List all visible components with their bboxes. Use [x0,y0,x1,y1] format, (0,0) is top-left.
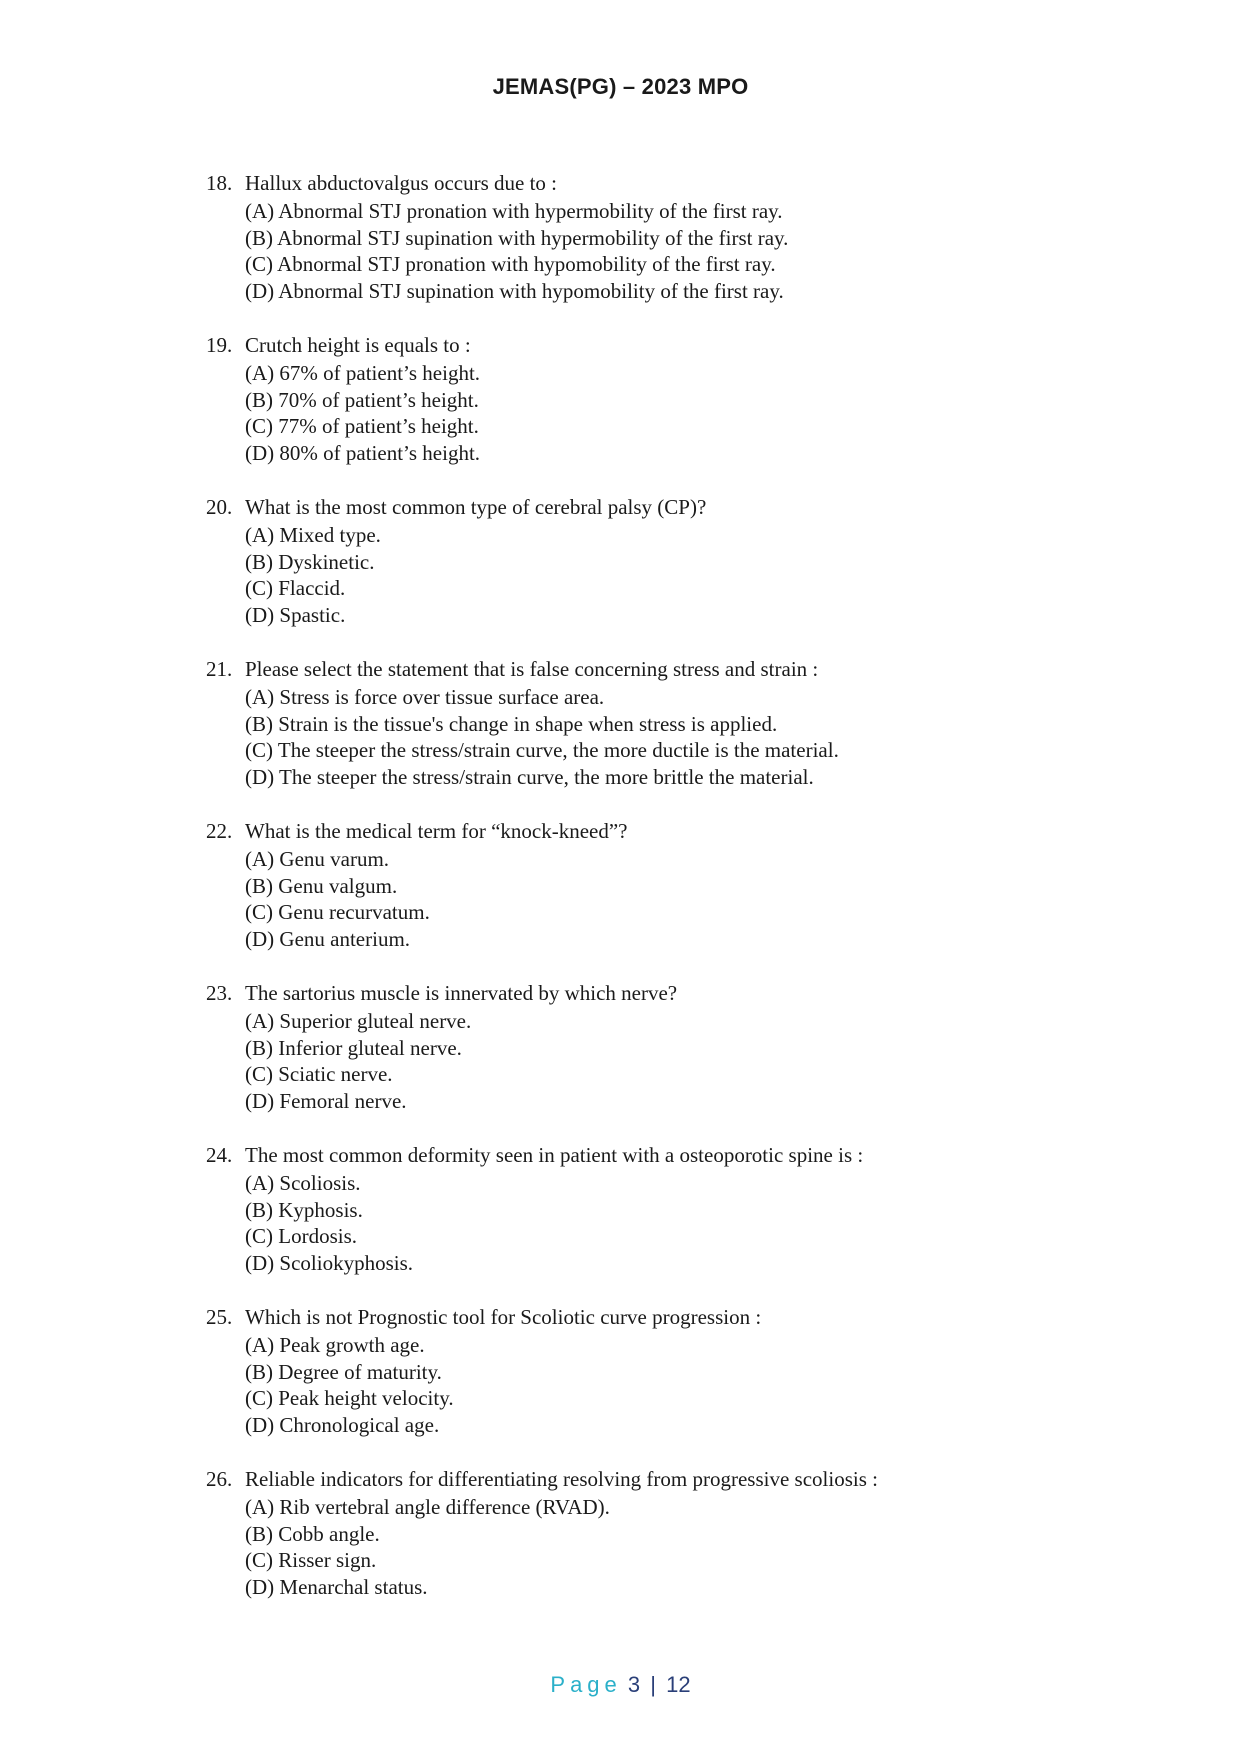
question-text: Crutch height is equals to : [245,333,471,357]
option-d: (D) Femoral nerve. [245,1088,407,1113]
option-b: (B) Dyskinetic. [245,549,375,574]
question-text: The most common deformity seen in patient with a osteoporotic spine is : [245,1143,864,1167]
option-list [206,684,1106,790]
question-18 [206,168,1106,304]
question-19 [206,330,1106,466]
question-22 [206,816,1106,952]
option-list [206,198,1106,304]
question-24 [206,1140,1106,1276]
option-list [206,1170,1106,1276]
option-c: (C) Abnormal STJ pronation with hypomobility of the first ray. [245,252,776,276]
question-text: Hallux abductovalgus occurs due to : [245,171,558,195]
question-text: What is the medical term for “knock-kneed”? [245,819,628,843]
option-c: (C) Peak height velocity. [245,1386,454,1410]
current-page-number: 3 [627,1672,641,1697]
option-b: (B) Genu valgum. [245,873,398,898]
question-text: Please select the statement that is false concerning stress and strain : [245,657,819,681]
option-c: (C) Lordosis. [245,1224,357,1248]
page-header [0,74,1241,100]
question-number: 21. [206,657,233,681]
page-separator: | [650,1672,656,1697]
option-c: (C) Sciatic nerve. [245,1062,393,1086]
option-b: (B) Inferior gluteal nerve. [245,1035,462,1060]
option-list [206,1332,1106,1438]
option-d: (D) Chronological age. [245,1412,440,1437]
option-list [206,846,1106,952]
question-26 [206,1464,1106,1600]
option-a: (A) Scoliosis. [245,1171,361,1195]
option-c: (C) 77% of patient’s height. [245,414,479,438]
option-a: (A) Peak growth age. [245,1333,425,1357]
question-number: 24. [206,1143,233,1167]
option-list [206,1494,1106,1600]
question-number: 20. [206,495,233,519]
option-c: (C) Genu recurvatum. [245,900,430,924]
question-text: The sartorius muscle is innervated by which nerve? [245,981,678,1005]
question-number: 22. [206,819,233,843]
option-d: (D) Spastic. [245,602,346,627]
option-list [206,360,1106,466]
option-d: (D) Menarchal status. [245,1574,428,1599]
total-pages: 12 [666,1672,691,1697]
option-a: (A) Rib vertebral angle difference (RVAD). [245,1495,610,1519]
option-a: (A) Genu varum. [245,847,390,871]
option-b: (B) 70% of patient’s height. [245,387,479,412]
option-a: (A) Superior gluteal nerve. [245,1009,472,1033]
option-list [206,522,1106,628]
question-list [206,168,1106,1626]
question-25 [206,1302,1106,1438]
option-b: (B) Kyphosis. [245,1197,363,1222]
question-21 [206,654,1106,790]
option-a: (A) Stress is force over tissue surface area. [245,685,605,709]
option-a: (A) 67% of patient’s height. [245,361,481,385]
option-b: (B) Cobb angle. [245,1521,380,1546]
question-20 [206,492,1106,628]
question-23 [206,978,1106,1114]
question-number: 19. [206,333,233,357]
option-c: (C) Flaccid. [245,576,346,600]
option-d: (D) Abnormal STJ supination with hypomobility of the first ray. [245,278,784,303]
option-c: (C) Risser sign. [245,1548,377,1572]
question-number: 25. [206,1305,233,1329]
question-number: 26. [206,1467,233,1491]
option-b: (B) Strain is the tissue's change in shape when stress is applied. [245,711,778,736]
option-b: (B) Abnormal STJ supination with hypermobility of the first ray. [245,225,789,250]
page-label: Page [550,1672,622,1697]
question-text: What is the most common type of cerebral palsy (CP)? [245,495,707,519]
option-d: (D) Genu anterium. [245,926,411,951]
option-d: (D) 80% of patient’s height. [245,440,481,465]
option-d: (D) Scoliokyphosis. [245,1250,413,1275]
document-title: JEMAS(PG) – 2023 MPO [492,74,749,99]
page-footer [0,1672,1241,1698]
question-number: 18. [206,171,233,195]
question-number: 23. [206,981,233,1005]
option-b: (B) Degree of maturity. [245,1359,442,1384]
option-list [206,1008,1106,1114]
option-d: (D) The steeper the stress/strain curve, the more brittle the material. [245,764,814,789]
option-a: (A) Abnormal STJ pronation with hypermobility of the first ray. [245,199,783,223]
question-text: Which is not Prognostic tool for Scoliotic curve progression : [245,1305,762,1329]
option-a: (A) Mixed type. [245,523,381,547]
question-text: Reliable indicators for differentiating resolving from progressive scoliosis : [245,1467,878,1491]
option-c: (C) The steeper the stress/strain curve, the more ductile is the material. [245,738,839,762]
